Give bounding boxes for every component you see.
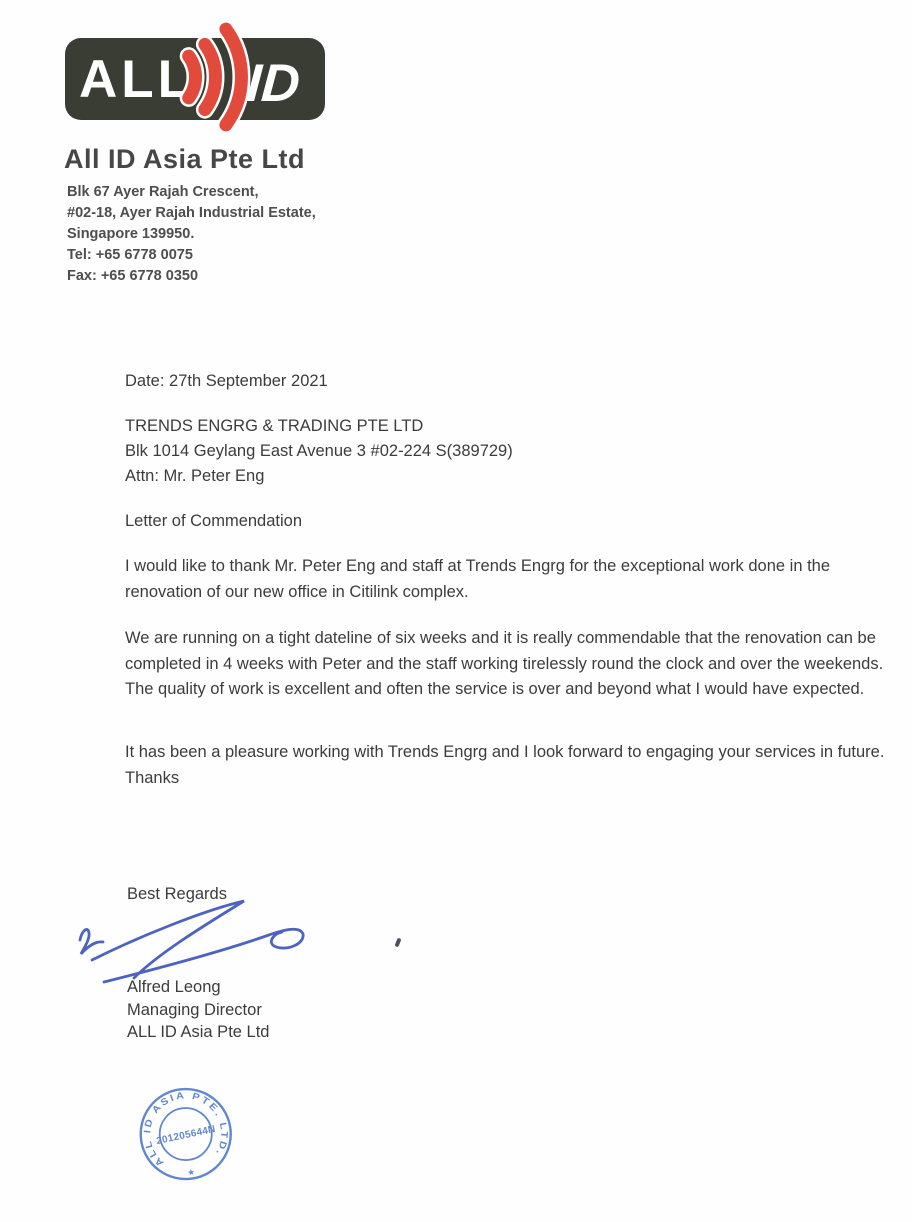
paragraph: It has been a pleasure working with Trends Engrg and I look forward to engaging your services in future. Thanks bbox=[125, 743, 885, 787]
logo-text-id: ID bbox=[244, 54, 302, 113]
letter-subject: Letter of Commendation bbox=[125, 512, 303, 530]
company-name: All ID Asia Pte Ltd bbox=[64, 144, 306, 174]
address-line: Fax: +65 6778 0350 bbox=[67, 268, 199, 284]
signatory-title: Managing Director bbox=[127, 1000, 262, 1019]
recipient-block bbox=[125, 414, 513, 489]
address-line: Blk 67 Ayer Rajah Crescent, bbox=[67, 184, 259, 200]
handwritten-signature bbox=[70, 896, 320, 988]
address-line: Tel: +65 6778 0075 bbox=[67, 247, 193, 263]
signatory-company: ALL ID Asia Pte Ltd bbox=[127, 1023, 270, 1041]
company-address bbox=[67, 182, 316, 287]
paragraph: I would like to thank Mr. Peter Eng and staff at Trends Engrg for the exceptional work done in the renovation of our new office in Citilink complex. bbox=[125, 557, 831, 601]
svg-text:ALL ID ASIA PTE. LTD. bbox=[136, 1085, 233, 1170]
company-logo bbox=[55, 22, 345, 134]
recipient-line: Attn: Mr. Peter Eng bbox=[125, 467, 265, 485]
closing-salutation: Best Regards bbox=[127, 885, 227, 903]
address-line: #02-18, Ayer Rajah Industrial Estate, bbox=[67, 205, 316, 221]
logo-text-all: ALL bbox=[79, 50, 195, 109]
stamp-registration-number: 201205644N bbox=[155, 1123, 217, 1148]
stamp-star-icon: ★ bbox=[186, 1167, 196, 1179]
recipient-line: TRENDS ENGRG & TRADING PTE LTD bbox=[125, 417, 424, 435]
ink-speck bbox=[394, 938, 401, 948]
paragraph: We are running on a tight dateline of six weeks and it is really commendable that the renovation can be completed in 4 weeks with Peter and the staff working tirelessly round the clock and over the weekends. The quality of work is excellent and often the service is over and beyond what I would have expected. bbox=[125, 629, 884, 698]
company-stamp bbox=[129, 1078, 243, 1195]
signatory-name: Alfred Leong bbox=[127, 978, 221, 996]
letter-date: Date: 27th September 2021 bbox=[125, 372, 328, 390]
recipient-line: Blk 1014 Geylang East Avenue 3 #02-224 S(389729) bbox=[125, 442, 513, 460]
stamp-ring-text: ALL ID ASIA PTE. LTD. bbox=[142, 1090, 230, 1169]
signatory-block bbox=[127, 976, 269, 1044]
address-line: Singapore 139950. bbox=[67, 226, 195, 242]
